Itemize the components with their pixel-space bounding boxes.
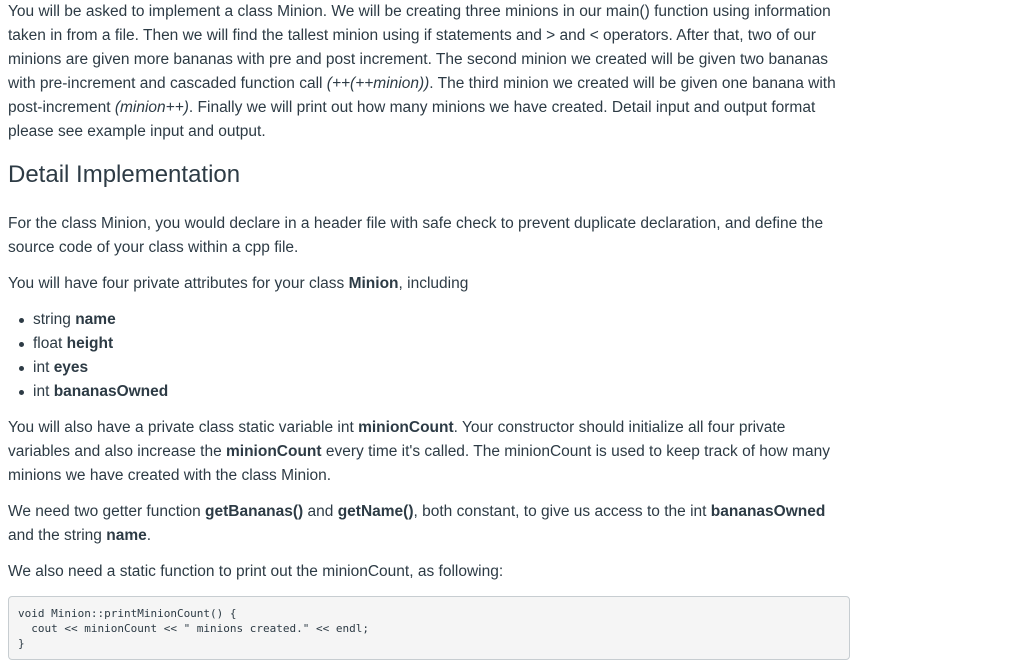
intro-italic-2: (minion++) xyxy=(114,99,189,116)
attribute-type: float xyxy=(33,335,63,352)
code-block: void Minion::printMinionCount() { cout << minionCount << " minions created." << endl; } xyxy=(8,596,850,660)
list-item xyxy=(33,332,848,356)
section-heading: Detail Implementation xyxy=(8,161,241,188)
getter-bold-1: getBananas() xyxy=(205,503,304,520)
detail-paragraph: For the class Minion, you would declare in a header file with safe check to prevent duplicate declaration, and define the source code of your class within a cpp file. xyxy=(8,215,824,256)
attribute-name: height xyxy=(66,335,114,352)
intro-italic-1: (++(++minion)) xyxy=(326,75,430,92)
getter-text-4: and the string xyxy=(8,527,107,544)
class-name-bold: Minion xyxy=(348,275,399,292)
attribute-name: bananasOwned xyxy=(53,383,169,400)
attribute-type: int xyxy=(33,359,50,376)
intro-text-3: . Finally we will print out how many minions we have created. Detail input and output format please see example input and output. xyxy=(8,99,816,140)
static-bold-1: minionCount xyxy=(358,419,454,436)
list-item xyxy=(33,380,848,404)
print-function-paragraph: We also need a static function to print out the minionCount, as following: xyxy=(8,563,504,580)
getter-paragraph xyxy=(8,500,848,548)
static-text-1: You will also have a private class static variable int xyxy=(8,419,359,436)
getter-text-1: We need two getter function xyxy=(8,503,206,520)
intro-text-2: . The third minion we created will be given one banana with post-increment xyxy=(8,75,836,116)
static-text-2: . Your constructor should initialize all four private variables and also increase the xyxy=(8,419,786,460)
intro-text-1: You will be asked to implement a class Minion. We will be creating three minions in our main() function using information taken in from a file. Then we will find the tallest minion using if statements and > and < operators. After that, two of our minions are given more bananas with pre and post increment. The second minion we created will be given two bananas with pre-increment and cascaded function call xyxy=(8,3,831,92)
attribute-type: int xyxy=(33,383,50,400)
attribute-name: eyes xyxy=(53,359,89,376)
getter-text-2: and xyxy=(303,503,338,520)
attributes-intro-text-2: , including xyxy=(398,275,469,292)
list-item xyxy=(33,308,848,332)
attributes-intro-text-1: You will have four private attributes for your class xyxy=(8,275,349,292)
attributes-list xyxy=(8,308,848,404)
getter-text-5: . xyxy=(146,527,152,544)
getter-text-3: , both constant, to give us access to the int xyxy=(413,503,711,520)
attribute-type: string xyxy=(33,311,71,328)
getter-bold-3: bananasOwned xyxy=(710,503,826,520)
getter-bold-4: name xyxy=(106,527,147,544)
static-text-3: every time it's called. The minionCount is used to keep track of how many minions we have created with the class Minion. xyxy=(8,443,830,484)
assignment-content xyxy=(8,0,848,660)
list-item xyxy=(33,356,848,380)
attribute-name: name xyxy=(75,311,116,328)
static-variable-paragraph xyxy=(8,416,848,488)
static-bold-2: minionCount xyxy=(226,443,322,460)
attributes-intro-paragraph xyxy=(8,272,848,296)
getter-bold-2: getName() xyxy=(337,503,414,520)
intro-paragraph xyxy=(8,0,848,144)
